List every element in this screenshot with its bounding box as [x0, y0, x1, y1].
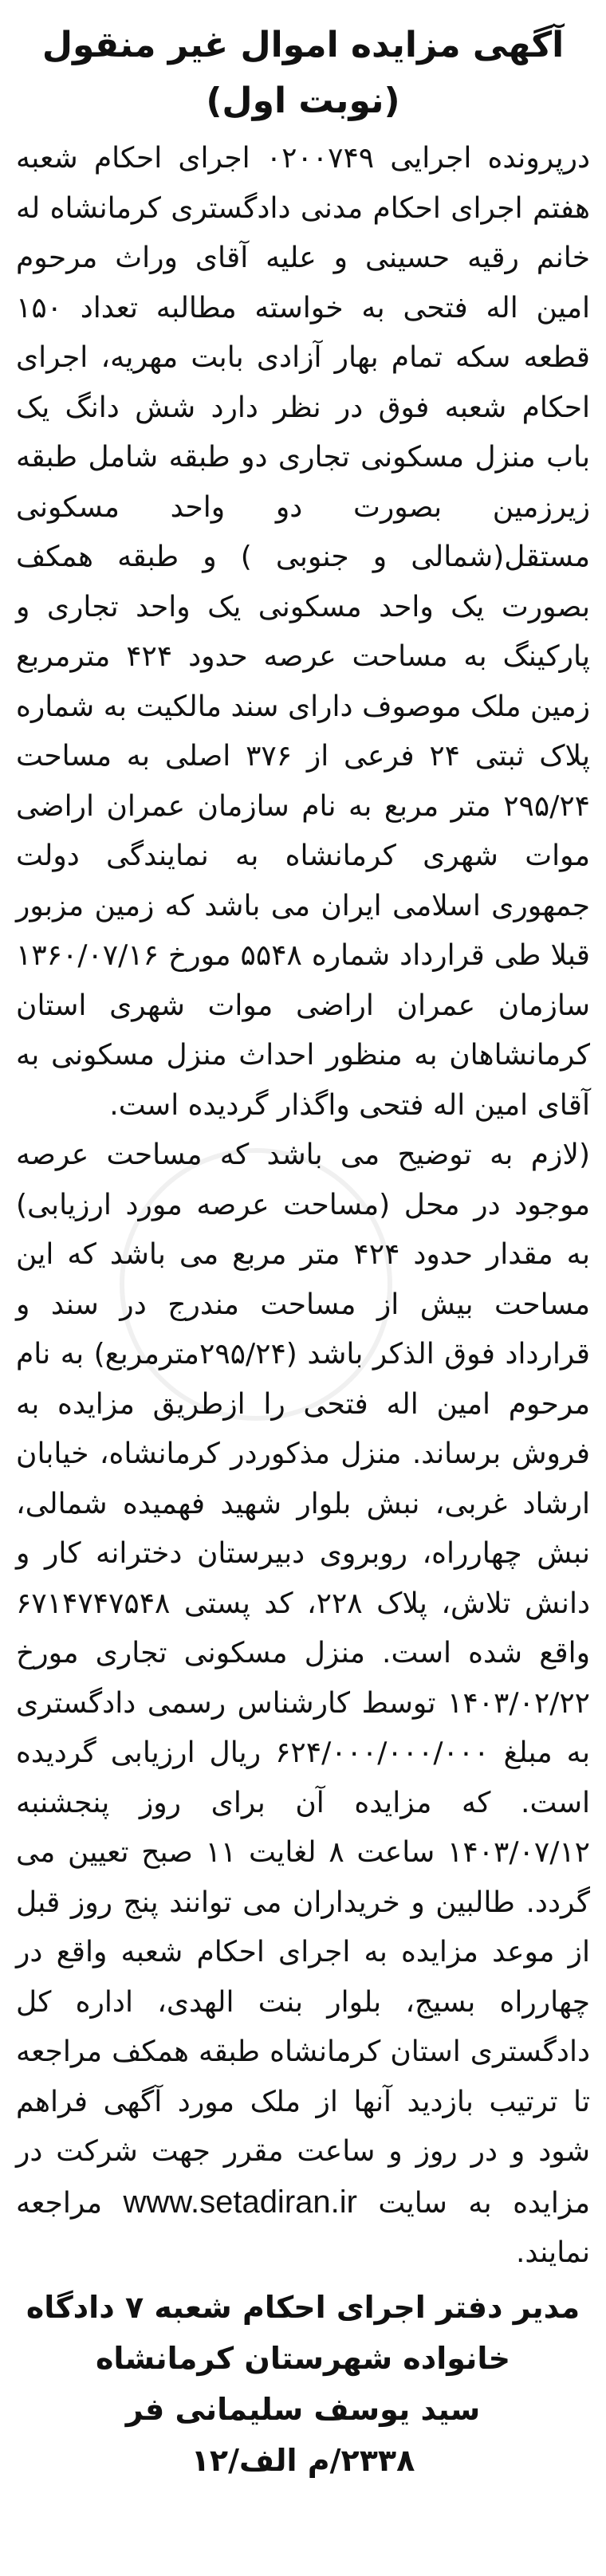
signature-block	[16, 2282, 590, 2486]
notice-subtitle: (نوبت اول)	[206, 81, 400, 121]
notice-title: آگهی مزایده اموال غیر منقول	[41, 25, 565, 65]
closing-text: مراجعه نمایند.	[16, 2186, 590, 2269]
reference-number: ۲۳۳۸/م الف/۱۲	[191, 2442, 415, 2478]
website-link[interactable]: www.setadiran.ir	[123, 2184, 357, 2220]
signature-line-1: مدیر دفتر اجرای احکام شعبه ۷ دادگاه	[26, 2289, 580, 2325]
notice-paragraph-2-text: (لازم به توضیح می باشد که مساحت عرصه موجود در محل (مساحت عرصه مورد ارزیابی) به مقدار حدود ۴۲۴ متر مربع می باشد که این مساحت بیش از مساحت مندرج در سند و قرارداد فوق الذکر باشد (۲۹۵/۲۴مترمربع) به نام مرحوم امین اله فتحی را ازطریق مزایده به فروش برساند. منزل مذکوردر کرمانشاه، خیابان ارشاد غربی، نبش بلوار شهید فهمیده شمالی، نبش چهارراه، روبروی دبیرستان دخترانه کار و دانش تلاش، پلاک ۲۲۸، کد پستی ۶۷۱۴۷۴۷۵۴۸ واقع شده است. منزل مسکونی تجاری مورخ ۱۴۰۳/۰۲/۲۲ توسط کارشناس رسمی دادگستری به مبلغ ۶۲۴/۰۰۰/۰۰۰/۰۰۰ ریال ارزیابی گردیده است. که مزایده آن برای روز پنجشنبه ۱۴۰۳/۰۷/۱۲ ساعت ۸ لغایت ۱۱ صبح تعیین می گردد. طالبین و خریداران می توانند پنج روز قبل از موعد مزایده به اجرای احکام شعبه واقع در چهارراه بسیج، بلوار بنت الهدی، اداره کل دادگستری استان کرمانشاه طبقه همکف مراجعه تا ترتیب بازدید آنها از ملک مورد آگهی فراهم شود و در روز و ساعت مقرر جهت شرکت در مزایده به سایت	[16, 1139, 591, 2220]
signature-line-2: خانواده شهرستان کرمانشاه	[95, 2340, 510, 2376]
notice-body	[16, 134, 590, 2279]
signature-line-3: سید یوسف سلیمانی فر	[125, 2391, 481, 2427]
notice-paragraph-2	[16, 1131, 590, 2279]
notice-paragraph-1: درپرونده اجرایی ۰۲۰۰۷۴۹ اجرای احکام شعبه هفتم اجرای احکام مدنی دادگستری کرمانشاه له خانم رقیه حسینی و علیه آقای وراث مرحوم امین اله فتحی به خواسته مطالبه تعداد ۱۵۰ قطعه سکه تمام بهار آزادی بابت مهریه، اجرای احکام شعبه فوق در نظر دارد شش دانگ یک باب منزل مسکونی تجاری دو طبقه شامل طبقه زیرزمین بصورت دو واحد مسکونی مستقل(شمالی و جنوبی ) و طبقه همکف بصورت یک واحد مسکونی یک واحد تجاری و پارکینگ به مساحت عرصه حدود ۴۲۴ مترمربع زمین ملک موصوف دارای سند مالکیت به شماره پلاک ثبتی ۲۴ فرعی از ۳۷۶ اصلی به مساحت ۲۹۵/۲۴ متر مربع به نام سازمان عمران اراضی موات شهری کرمانشاه به نمایندگی دولت جمهوری اسلامی ایران می باشد که زمین مزبور قبلا طی قرارداد شماره ۵۵۴۸ مورخ ۱۳۶۰/۰۷/۱۶ سازمان عمران اراضی موات شهری استان کرمانشاهان به منظور احداث منزل مسکونی به آقای امین اله فتحی واگذار گردیده است.	[16, 142, 591, 1122]
